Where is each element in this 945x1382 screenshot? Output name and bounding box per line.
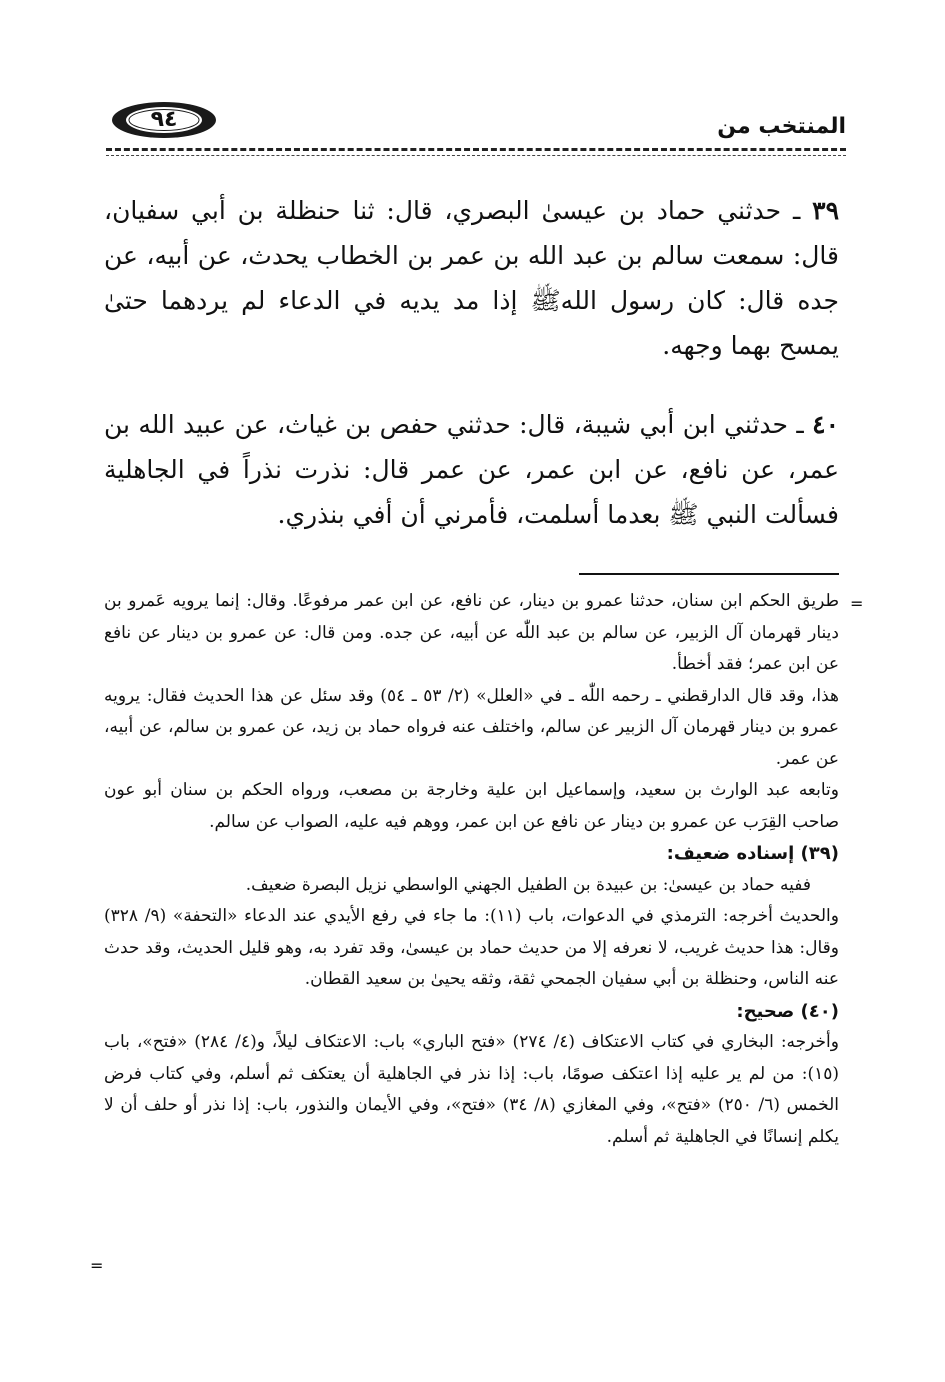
footnotes bbox=[104, 586, 839, 1153]
hadith-39 bbox=[104, 188, 839, 368]
page-number: ٩٤ bbox=[150, 107, 178, 132]
hadith-text: ـ حدثني ابن أبي شيبة، قال: حدثني حفص بن غياث، عن عبيد الله بن عمر، عن نافع، عن ابن عمر، عن عمر قال: نذرت نذراً في الجاهلية فسألت النبي ﷺ بعدما أسلمت، فأمرني أن أفي بنذري. bbox=[104, 410, 839, 529]
hadith-text: ـ حدثني حماد بن عيسىٰ البصري، قال: ثنا حنظلة بن أبي سفيان، قال: سمعت سالم بن عبد الله بن عمر بن الخطاب يحدث، عن أبيه، عن جده قال: كان رسول اللهﷺ إذا مد يديه في الدعاء لم يردهما حتىٰ يمسح بهما وجهه. bbox=[104, 196, 839, 360]
footnote-paragraph: طريق الحكم ابن سنان، حدثنا عمرو بن دينار، عن نافع، عن ابن عمر مرفوعًا. وقال: إنما يرويه عَمرو بن دينار قهرمان آل الزبير، عن سالم بن عبد اللّٰه عن أبيه، عن جده. ومن قال: عن عمرو بن دينار عن نافع عن ابن عمر؛ فقد أخطأ. bbox=[104, 591, 839, 674]
footnote-paragraph: وأخرجه: البخاري في كتاب الاعتكاف (٤/ ٢٧٤) «فتح الباري» باب: الاعتكاف ليلاً، و(٤/ ٢٨٤) «فتح»، باب (١٥): من لم ير عليه إذا اعتكف صومًا، باب: إذا نذر في الجاهلية أن يعتكف ثم أسلم، وفي كتاب فرض الخمس (٦/ ٢٥٠) «فتح»، وفي المغازي (٨/ ٣٤) «فتح»، وفي الأيمان والنذور، باب: إذا نذر أو حلف أن لا يكلم إنسانًا في الجاهلية ثم أسلم. bbox=[104, 1032, 840, 1147]
footnote-paragraph: وتابعه عبد الوارث بن سعيد، وإسماعيل ابن علية وخارجة بن مصعب، ورواه الحكم بن سنان أبو عون صاحب القِرَب عن عمرو بن دينار عن نافع عن ابن عمر، ووهم فيه عليه، الصواب عن سالم. bbox=[104, 780, 839, 832]
footnote-heading-39: (٣٩) إسناده ضعيف: bbox=[666, 843, 839, 864]
footnote-separator bbox=[579, 573, 839, 575]
hadith-number: ٤٠ bbox=[812, 410, 839, 439]
footnote-paragraph: ففيه حماد بن عيسىٰ: بن عبيدة بن الطفيل الجهني الواسطي نزيل البصرة ضعيف. bbox=[245, 874, 811, 895]
footnote-paragraph: والحديث أخرجه: الترمذي في الدعوات، باب (١١): ما جاء في رفع الأيدي عند الدعاء «التحفة» (٩/ ٣٢٨) وقال: هذا حديث غريب، لا نعرفه إلا من حديث حماد بن عيسىٰ، وقد تفرد به، وهو قليل الحديث، وقد حدث عنه الناس، وحنظلة بن أبي سفيان الجمحي ثقة، وثقه يحيىٰ بن سعيد القطان. bbox=[104, 906, 839, 989]
hadith-number: ٣٩ bbox=[812, 196, 839, 225]
footnote-heading-40: (٤٠) صحيح: bbox=[736, 1000, 839, 1022]
footnote-paragraph: هذا، وقد قال الدارقطني ـ رحمه اللّٰه ـ في «العلل» (٢/ ٥٣ ـ ٥٤) وقد سئل عن هذا الحديث فقال: يرويه عمرو بن دينار قهرمان آل الزبير عن سالم، واختلف عنه فرواه حماد بن زيد، عن عمرو بن سالم، عن أبيه، عن عمر. bbox=[104, 685, 839, 769]
running-title: المنتخب من bbox=[717, 114, 846, 139]
hadith-40 bbox=[104, 402, 839, 537]
header-rule-thin bbox=[106, 155, 846, 156]
page-number-badge bbox=[110, 100, 218, 140]
page-header bbox=[106, 100, 846, 158]
continuation-mark-top: = bbox=[850, 594, 864, 613]
main-text bbox=[104, 188, 839, 571]
continuation-mark-bottom: = bbox=[90, 1256, 104, 1275]
header-rule bbox=[106, 148, 846, 151]
